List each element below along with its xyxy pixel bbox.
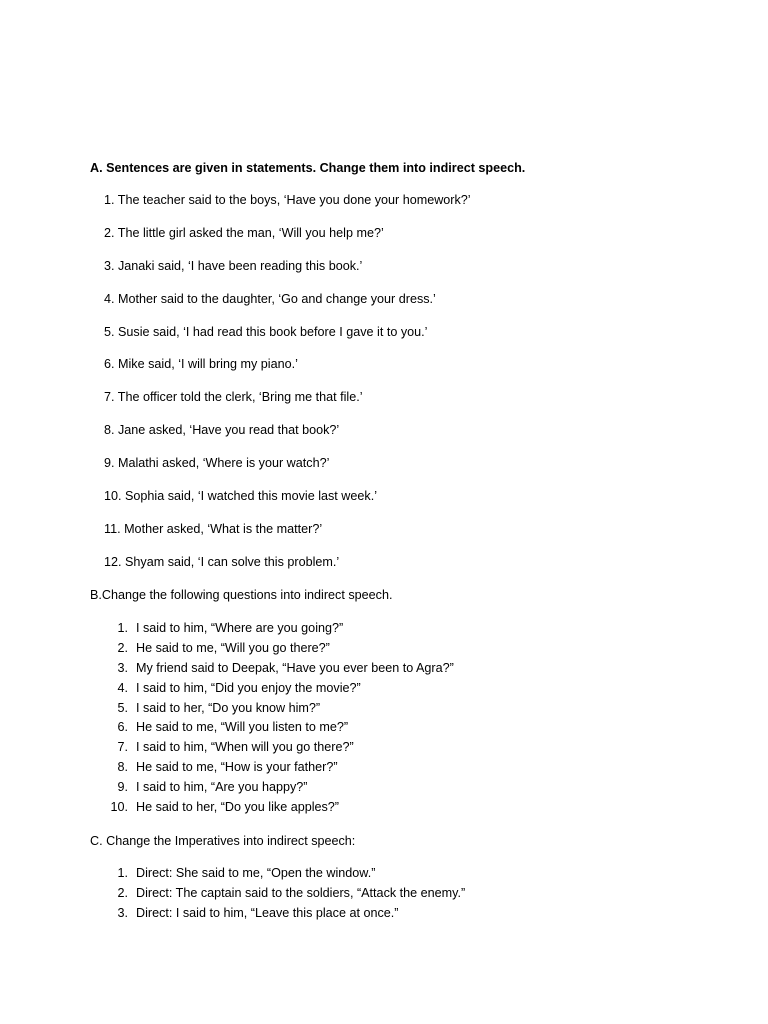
item-text: He said to me, “Will you go there?” — [136, 640, 330, 655]
item-text: Direct: The captain said to the soldiers, “Attack the enemy.” — [136, 885, 466, 900]
item-text: Direct: I said to him, “Leave this place at once.” — [136, 905, 399, 920]
item-number: 4. — [117, 680, 128, 695]
list-item: 3. Janaki said, ‘I have been reading this book.’ — [104, 258, 363, 273]
section-a-list — [104, 192, 471, 587]
item-text: I said to him, “Are you happy?” — [136, 780, 308, 795]
list-item: 4. Mother said to the daughter, ‘Go and change your dress.’ — [104, 291, 436, 306]
list-item: 5. Susie said, ‘I had read this book before I gave it to you.’ — [104, 324, 428, 339]
list-item: 11. Mother asked, ‘What is the matter?’ — [104, 521, 323, 536]
item-text: I said to him, “Did you enjoy the movie?” — [136, 680, 361, 695]
list-item: 8. Jane asked, ‘Have you read that book?’ — [104, 423, 340, 438]
item-text: He said to me, “How is your father?” — [136, 760, 338, 775]
section-b-heading: B.Change the following questions into indirect speech. — [90, 588, 393, 602]
item-number: 10. — [110, 800, 128, 815]
list-item: 2. The little girl asked the man, ‘Will you help me?’ — [104, 225, 384, 240]
list-item: 6. Mike said, ‘I will bring my piano.’ — [104, 357, 298, 372]
item-text: I said to him, “When will you go there?” — [136, 740, 354, 755]
list-item: 1. The teacher said to the boys, ‘Have you done your homework?’ — [104, 193, 471, 207]
item-text: My friend said to Deepak, “Have you ever been to Agra?” — [136, 660, 454, 675]
item-number: 7. — [117, 740, 128, 755]
item-number: 9. — [117, 780, 128, 795]
item-number: 1. — [117, 866, 128, 880]
item-number: 5. — [117, 700, 128, 715]
item-text: I said to him, “Where are you going?” — [136, 621, 344, 635]
item-text: Direct: She said to me, “Open the window.” — [136, 866, 376, 880]
item-number: 8. — [117, 760, 128, 775]
item-number: 2. — [117, 640, 128, 655]
section-c-heading: C. Change the Imperatives into indirect speech: — [90, 834, 356, 848]
list-item: 10. Sophia said, ‘I watched this movie last week.’ — [104, 489, 378, 504]
item-number: 3. — [117, 660, 128, 675]
item-number: 6. — [117, 720, 128, 735]
list-item: 12. Shyam said, ‘I can solve this problem.’ — [104, 554, 340, 569]
item-number: 2. — [117, 885, 128, 900]
item-number: 3. — [117, 905, 128, 920]
list-item: 9. Malathi asked, ‘Where is your watch?’ — [104, 456, 330, 471]
item-text: He said to me, “Will you listen to me?” — [136, 720, 349, 735]
item-text: I said to her, “Do you know him?” — [136, 700, 321, 715]
item-text: He said to her, “Do you like apples?” — [136, 800, 340, 815]
section-a-heading: A. Sentences are given in statements. Change them into indirect speech. — [90, 161, 526, 175]
item-number: 1. — [117, 621, 128, 635]
list-item: 7. The officer told the clerk, ‘Bring me that file.’ — [104, 390, 363, 405]
